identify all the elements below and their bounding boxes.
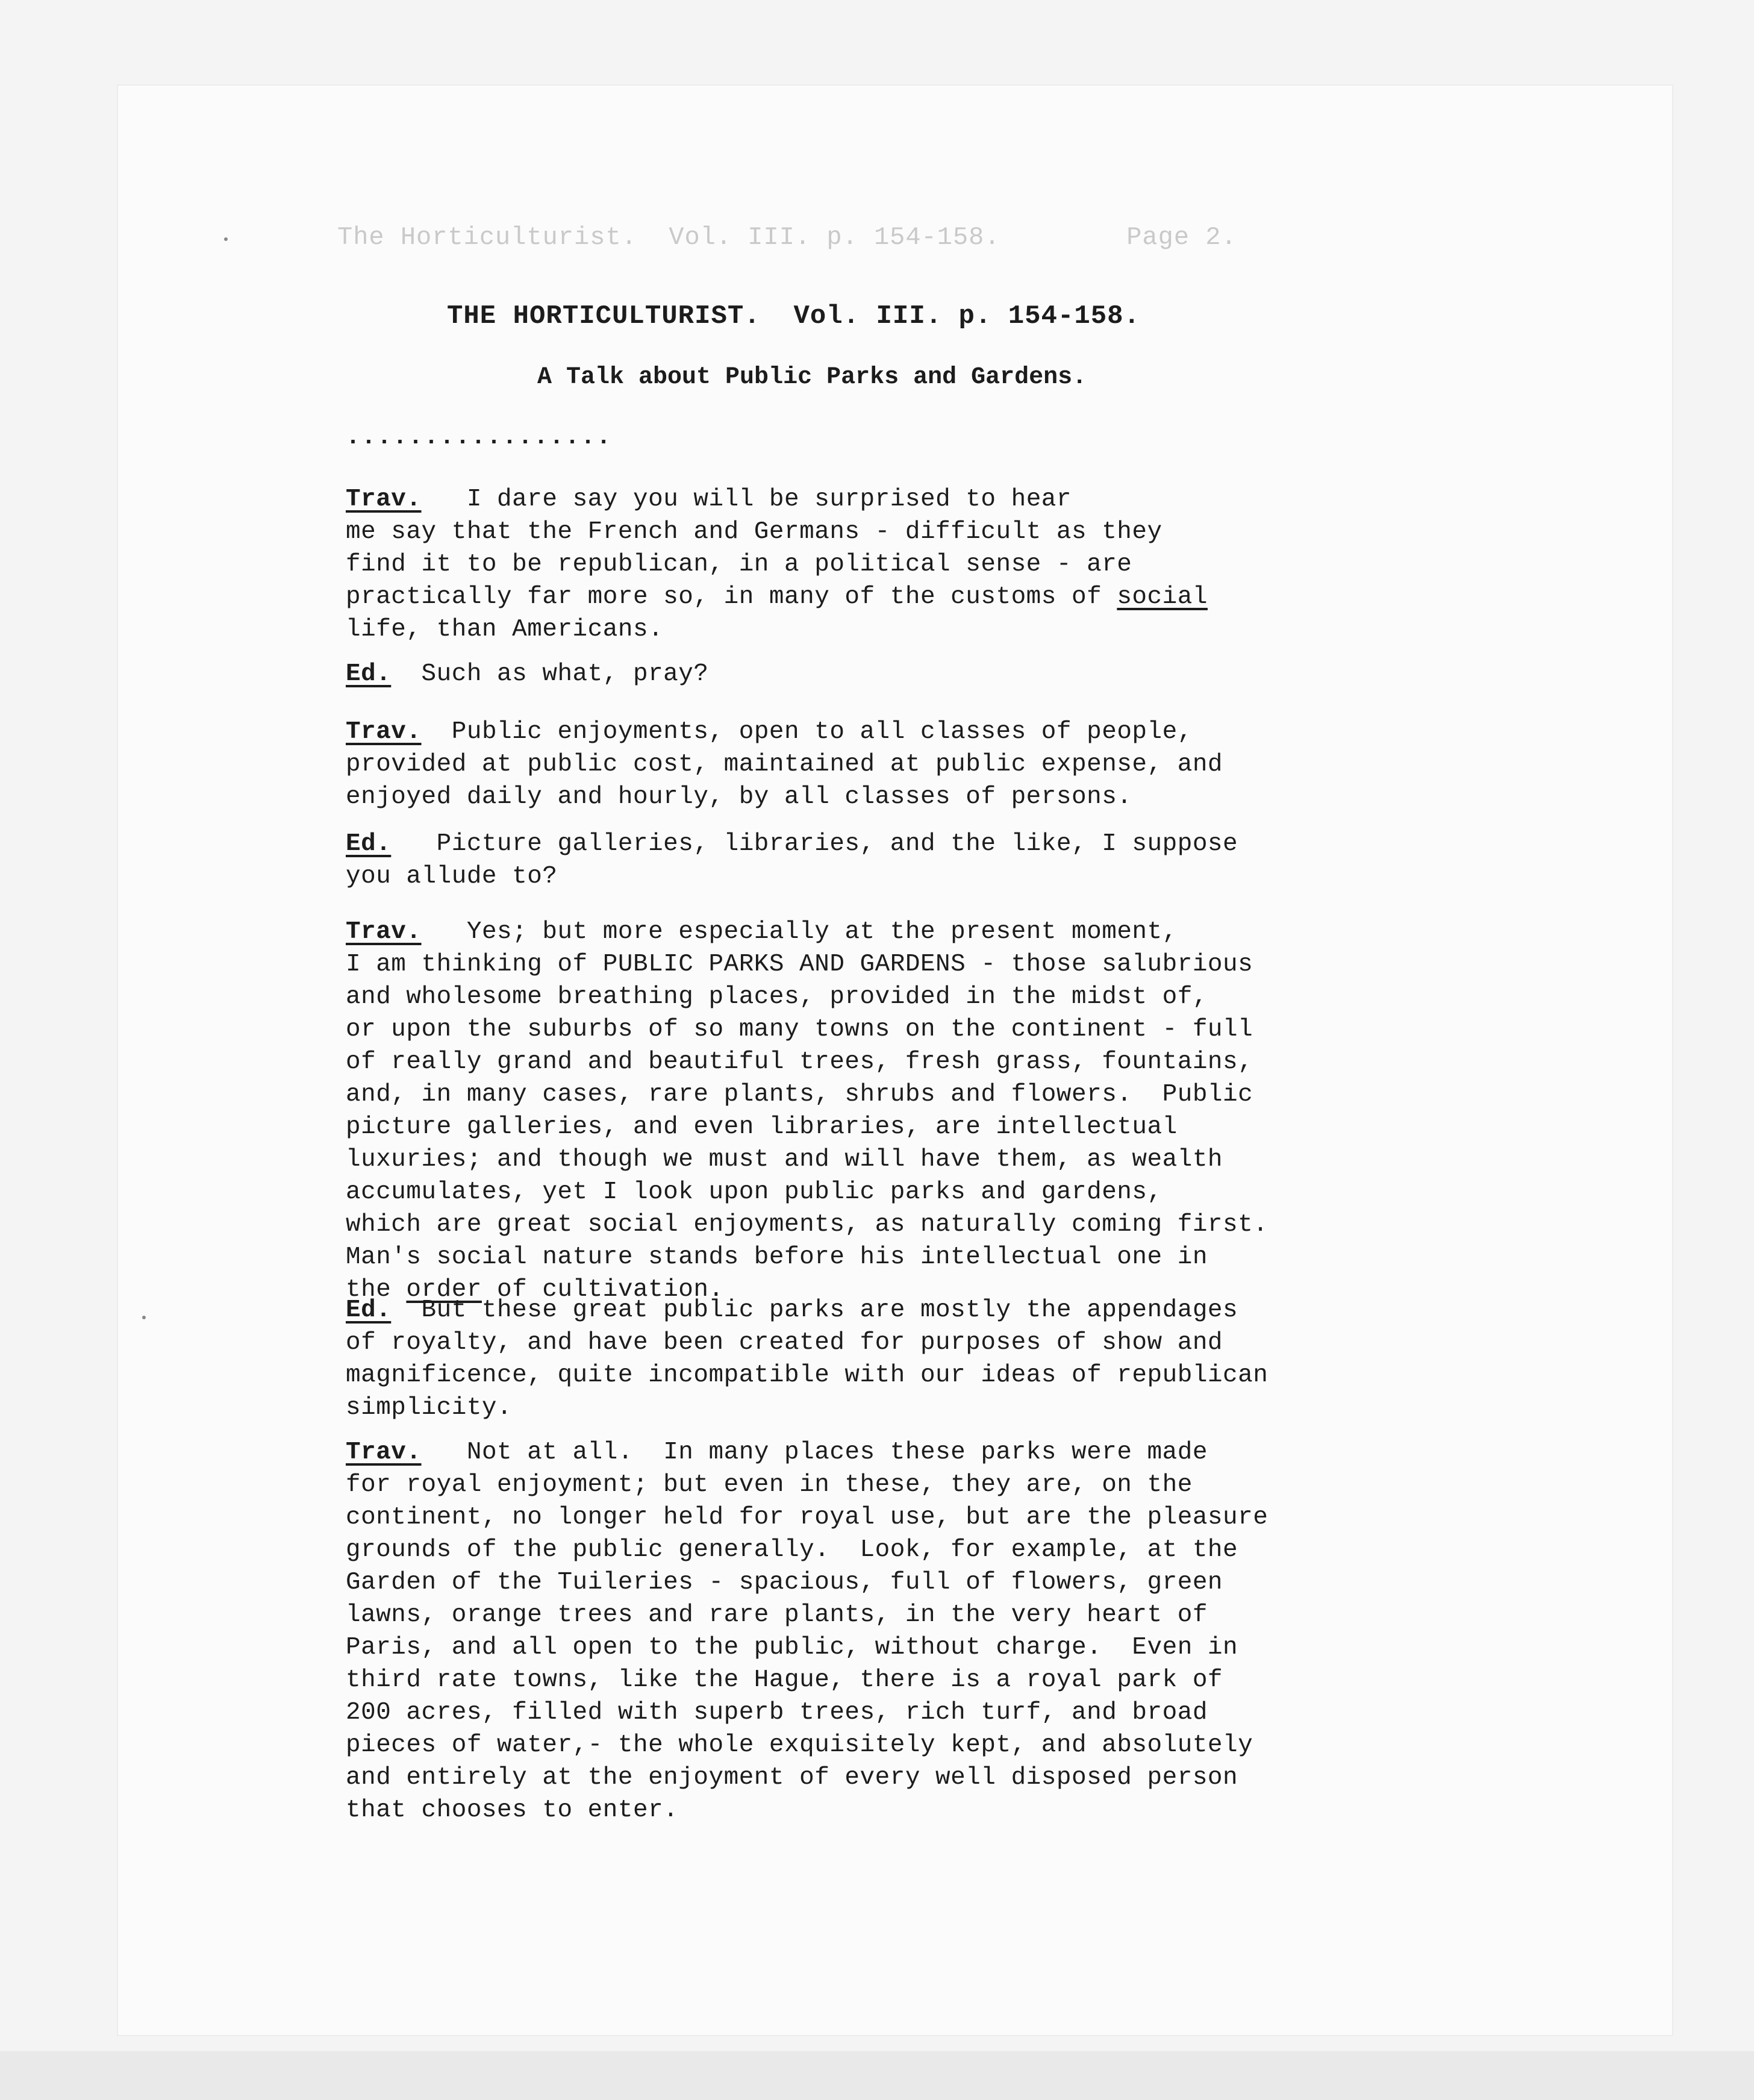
bleed-through-header: The Horticulturist. Vol. III. p. 154-158. Page 2. [337,223,1237,252]
paragraph-line: Yes; but more especially at the present moment, [421,918,1178,946]
paragraph-line: Not at all. In many places these parks were made [421,1439,1208,1466]
paragraph-line: find it to be republican, in a political sense - are [346,551,1132,578]
paragraph-line: provided at public cost, maintained at public expense, and [346,751,1223,778]
paragraph-5 [346,883,1268,1306]
underlined-word: social [1117,583,1208,611]
speaker-label: Trav. [346,486,422,513]
paragraph-line: 200 acres, filled with superb trees, rich turf, and broad [346,1699,1208,1727]
paragraph-line: and, in many cases, rare plants, shrubs and flowers. Public [346,1081,1253,1108]
paragraph-line: practically far more so, in many of the customs of [346,583,1117,611]
paragraph-line: of really grand and beautiful trees, fresh grass, fountains, [346,1048,1253,1076]
paragraph-line: continent, no longer held for royal use, but are the pleasure [346,1504,1269,1531]
document-title: THE HORTICULTURIST. Vol. III. p. 154-158. [447,301,1140,331]
paragraph-line: that chooses to enter. [346,1796,679,1824]
paragraph-line: the [346,1276,407,1304]
speaker-label: Ed. [346,1296,392,1324]
paragraph-line: I dare say you will be surprised to hear [421,486,1072,513]
speaker-label: Trav. [346,918,422,946]
paragraph-6 [346,1261,1268,1424]
paragraph-line: for royal enjoyment; but even in these, they are, on the [346,1471,1193,1499]
paragraph-line: Picture galleries, libraries, and the like, I suppose [391,830,1238,858]
paragraph-line: Public enjoyments, open to all classes of people, [421,718,1193,746]
paragraph-line: and entirely at the enjoyment of every well disposed person [346,1764,1238,1792]
paragraph-line: picture galleries, and even libraries, are intellectual [346,1113,1178,1141]
paragraph-1 [346,451,1208,646]
scanner-bed-strip [0,2051,1754,2100]
paragraph-line: you allude to? [346,863,558,890]
dotted-separator: ................. [346,424,613,451]
margin-speck [224,237,228,241]
paragraph-line: of royalty, and have been created for purposes of show and [346,1329,1223,1357]
paragraph-line: luxuries; and though we must and will have them, as wealth [346,1146,1223,1173]
paragraph-4 [346,795,1238,893]
paragraph-line: Paris, and all open to the public, without charge. Even in [346,1634,1238,1661]
paragraph-line: simplicity. [346,1394,513,1422]
paragraph-line: But these great public parks are mostly the appendages [391,1296,1238,1324]
paragraph-line: and wholesome breathing places, provided in the midst of, [346,983,1208,1011]
paragraph-line: Garden of the Tuileries - spacious, full of flowers, green [346,1569,1223,1596]
paragraph-line: life, than Americans. [346,616,664,643]
paragraph-line: of cultivation. [481,1276,724,1304]
document-subtitle: A Talk about Public Parks and Gardens. [537,364,1087,391]
margin-speck [142,1316,146,1319]
paragraph-line: accumulates, yet I look upon public parks and gardens, [346,1178,1163,1206]
speaker-label: Trav. [346,718,422,746]
speaker-label: Trav. [346,1439,422,1466]
paragraph-line: Man's social nature stands before his intellectual one in [346,1243,1208,1271]
paragraph-line: magnificence, quite incompatible with our ideas of republican [346,1361,1269,1389]
paragraph-line: third rate towns, like the Hague, there is a royal park of [346,1666,1223,1694]
paragraph-line: or upon the suburbs of so many towns on the continent - full [346,1016,1253,1043]
paragraph-line: pieces of water,- the whole exquisitely kept, and absolutely [346,1731,1253,1759]
paragraph-line: enjoyed daily and hourly, by all classes of persons. [346,783,1132,811]
underlined-word: order [406,1276,482,1304]
paragraph-3 [346,683,1223,813]
paragraph-line: lawns, orange trees and rare plants, in the very heart of [346,1601,1208,1629]
paragraph-line: Such as what, pray? [391,660,709,688]
speaker-label: Ed. [346,660,392,688]
speaker-label: Ed. [346,830,392,858]
paragraph-line: which are great social enjoyments, as naturally coming first. [346,1211,1269,1239]
paragraph-line: grounds of the public generally. Look, for example, at the [346,1536,1238,1564]
paragraph-2 [346,625,709,690]
paragraph-7 [346,1404,1268,1827]
paragraph-line: me say that the French and Germans - difficult as they [346,518,1163,546]
paragraph-line: I am thinking of PUBLIC PARKS AND GARDENS - those salubrious [346,951,1253,978]
